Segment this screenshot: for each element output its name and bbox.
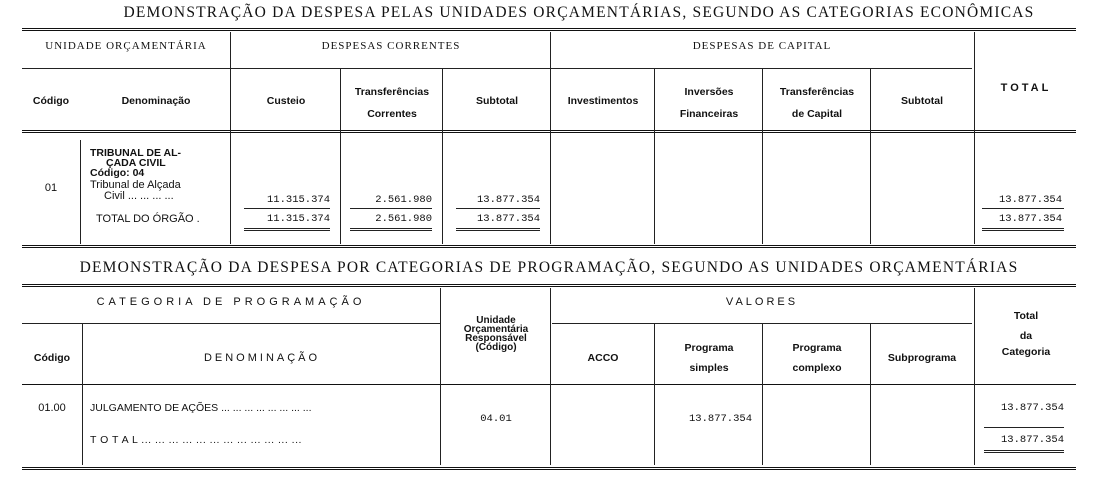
table1-row-denominacao xyxy=(90,180,181,202)
table2-col-unidade-line4: (Código) xyxy=(475,342,517,353)
table1-col-transf-correntes xyxy=(342,84,442,122)
table2-col-acco: ACCO xyxy=(587,352,619,364)
table1-col-transf-correntes-line1: Transferências xyxy=(354,86,430,98)
table1-orgao-codigo: Código: 04 xyxy=(90,167,145,179)
table1-row-denom-line2: Civil ... ... ... ... xyxy=(104,190,174,202)
table1-total-custeio: 11.315.374 xyxy=(266,213,330,225)
table1-col-subtotal-correntes: Subtotal xyxy=(476,95,518,107)
table1-group-unidade: UNIDADE ORÇAMENTÁRIA xyxy=(45,40,207,52)
table1-col-transf-capital-line1: Transferências xyxy=(779,86,855,98)
table1-total-total: 13.877.354 xyxy=(998,213,1062,225)
table2-col-subprograma: Subprograma xyxy=(887,352,957,364)
table2-col-denominacao: DENOMINAÇÃO xyxy=(203,352,321,364)
table2-col-prog-simples-line1: Programa xyxy=(684,342,734,354)
table2-col-prog-simples-line2: simples xyxy=(689,362,729,374)
table1-col-transf-capital xyxy=(764,84,870,122)
table2-title: DEMONSTRAÇÃO DA DESPESA POR CATEGORIAS DE PROGRAMAÇÃO, SEGUNDO AS UNIDADES ORÇAMENTÁRIAS xyxy=(79,259,1019,276)
table2-col-unidade-line2: Orçamentária xyxy=(463,324,529,335)
table2-total-total: 13.877.354 xyxy=(1000,434,1064,446)
table2-header-rule xyxy=(22,384,1076,385)
table2-col-prog-complexo-line2: complexo xyxy=(792,362,842,374)
table1-bottom-rule xyxy=(22,245,1076,248)
table1-orgao-line2: ÇADA CIVIL xyxy=(106,157,166,169)
table1-col-investimentos: Investimentos xyxy=(567,95,639,107)
table2-col-total-line1: Total xyxy=(1013,310,1039,322)
table2-bottom-rule xyxy=(22,467,1076,470)
table1-col-inversoes-line2: Financeiras xyxy=(679,108,739,120)
table1-row-denom-line1: Tribunal de Alçada xyxy=(90,179,181,191)
table1-row-subtotal: 13.877.354 xyxy=(476,194,540,206)
table2-row-denominacao: JULGAMENTO DE AÇÕES ... ... ... ... ... ... ... ... xyxy=(90,402,312,414)
table1-header-rule xyxy=(22,130,1076,133)
table2-col-prog-complexo xyxy=(764,340,870,376)
table2-row-codigo: 01.00 xyxy=(38,402,66,414)
table1-total-transf: 2.561.980 xyxy=(375,213,432,225)
table1-col-transf-correntes-line2: Correntes xyxy=(367,108,417,120)
table1-col-codigo: Código xyxy=(32,95,70,107)
table1-col-subtotal-capital: Subtotal xyxy=(901,95,943,107)
table1-col-inversoes-line1: Inversões xyxy=(684,86,734,98)
table2-col-prog-simples xyxy=(656,340,762,376)
table2-col-total xyxy=(976,306,1076,362)
table2-col-total-line2: da xyxy=(1019,330,1033,342)
table2-group-categoria: CATEGORIA DE PROGRAMAÇÃO xyxy=(96,296,366,308)
table1-top-rule xyxy=(22,28,1076,31)
table2-col-total-line3: Categoria xyxy=(1001,346,1051,358)
table1-col-denominacao: Denominação xyxy=(121,95,191,107)
table1-col-custeio: Custeio xyxy=(266,95,306,107)
table1-orgao-name xyxy=(90,148,181,178)
table2-col-prog-complexo-line1: Programa xyxy=(792,342,842,354)
table2-row-total: 13.877.354 xyxy=(1000,402,1064,414)
table2-total-label: T O T A L ... ... ... ... ... ... ... ... ... ... ... ... xyxy=(90,434,302,446)
table1-total-label: TOTAL DO ÓRGÃO . xyxy=(96,213,200,225)
table2-row-unidade: 04.01 xyxy=(480,413,512,425)
table1-row-codigo: 01 xyxy=(44,182,58,194)
table1-orgao-line1: TRIBUNAL DE AL- xyxy=(90,147,181,159)
table1-row-total: 13.877.354 xyxy=(998,194,1062,206)
table1-row-custeio: 11.315.374 xyxy=(266,194,330,206)
table1-col-transf-capital-line2: de Capital xyxy=(791,108,843,120)
table1-group-capital: DESPESAS DE CAPITAL xyxy=(692,40,832,52)
table1-col-total: TOTAL xyxy=(1000,82,1052,94)
table2-col-unidade-line3: Responsável xyxy=(465,333,527,344)
table2-col-unidade-line1: Unidade xyxy=(476,315,516,326)
table2-row-prog-simples: 13.877.354 xyxy=(688,413,752,425)
table1-col-inversoes xyxy=(656,84,762,122)
table1-group-correntes: DESPESAS CORRENTES xyxy=(321,40,461,52)
table1-row-transf: 2.561.980 xyxy=(375,194,432,206)
table2-col-unidade xyxy=(442,316,550,352)
table2-group-valores: VALORES xyxy=(725,296,799,308)
table2-top-rule xyxy=(22,284,1076,287)
table1-title: DEMONSTRAÇÃO DA DESPESA PELAS UNIDADES ORÇAMENTÁRIAS, SEGUNDO AS CATEGORIAS ECONÔMICAS xyxy=(123,4,1035,21)
table2-col-codigo: Código xyxy=(33,352,71,364)
table1-total-subtotal: 13.877.354 xyxy=(476,213,540,225)
